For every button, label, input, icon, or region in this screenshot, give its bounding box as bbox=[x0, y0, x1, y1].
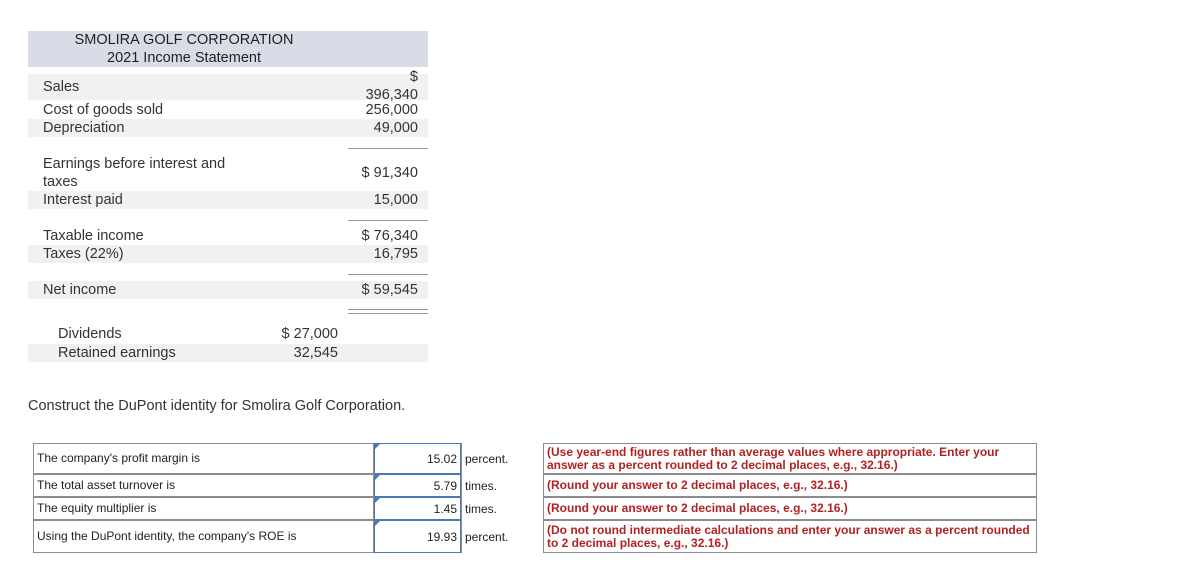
dividends-row bbox=[28, 325, 428, 343]
ebit-label-line2: taxes bbox=[43, 174, 78, 190]
roe-value: 19.93 bbox=[426, 529, 457, 544]
statement-header bbox=[28, 31, 428, 67]
roe-unit: percent. bbox=[461, 520, 512, 553]
flag-icon bbox=[375, 444, 380, 449]
profit-margin-value: 15.02 bbox=[426, 451, 457, 466]
asset-turnover-value: 5.79 bbox=[433, 478, 457, 493]
profit-margin-unit: percent. bbox=[461, 443, 512, 474]
answer-row-asset-turnover bbox=[33, 474, 1037, 497]
taxes-label: Taxes (22%) bbox=[43, 246, 124, 262]
profit-margin-input[interactable] bbox=[374, 443, 461, 474]
roe-input[interactable] bbox=[374, 520, 461, 553]
ebit-row bbox=[28, 155, 428, 191]
retained-earnings-label: Retained earnings bbox=[58, 345, 176, 361]
profit-margin-hint: (Use year-end figures rather than average values where appropriate. Enter your answer as a percent rounded to 2 decimal places, e.g., 32.16.) bbox=[543, 443, 1037, 474]
depreciation-label: Depreciation bbox=[43, 120, 125, 136]
interest-value: 15,000 bbox=[373, 192, 418, 208]
taxes-row bbox=[28, 245, 428, 263]
net-income-label: Net income bbox=[43, 282, 117, 298]
roe-question: Using the DuPont identity, the company's ROE is bbox=[33, 520, 374, 553]
net-income-row bbox=[28, 281, 428, 299]
retained-earnings-row bbox=[28, 344, 428, 362]
sales-row bbox=[28, 69, 428, 103]
dividends-value: $ 27,000 bbox=[281, 326, 338, 342]
equity-multiplier-question: The equity multiplier is bbox=[33, 497, 374, 520]
divider bbox=[348, 274, 428, 275]
cogs-label: Cost of goods sold bbox=[43, 102, 164, 118]
cogs-value: 256,000 bbox=[365, 102, 418, 118]
equity-multiplier-unit: times. bbox=[461, 497, 512, 520]
sales-value: 396,340 bbox=[365, 87, 418, 103]
sales-currency: $ bbox=[409, 69, 418, 85]
divider bbox=[348, 148, 428, 149]
equity-multiplier-input[interactable] bbox=[374, 497, 461, 520]
company-name: SMOLIRA GOLF CORPORATION bbox=[74, 32, 294, 48]
flag-icon bbox=[375, 498, 380, 503]
cogs-row bbox=[28, 101, 428, 119]
net-income-value: $ 59,545 bbox=[361, 282, 418, 298]
sales-label: Sales bbox=[43, 79, 80, 95]
flag-icon bbox=[375, 521, 380, 526]
asset-turnover-input[interactable] bbox=[374, 474, 461, 497]
statement-title: 2021 Income Statement bbox=[107, 50, 261, 66]
double-rule-top bbox=[348, 309, 428, 310]
retained-earnings-value: 32,545 bbox=[293, 345, 338, 361]
double-rule-bottom bbox=[348, 313, 428, 314]
ebit-label-line1: Earnings before interest and bbox=[43, 156, 226, 172]
divider bbox=[348, 220, 428, 221]
taxes-value: 16,795 bbox=[373, 246, 418, 262]
taxable-income-label: Taxable income bbox=[43, 228, 144, 244]
equity-multiplier-hint: (Round your answer to 2 decimal places, e.g., 32.16.) bbox=[543, 497, 1037, 520]
depreciation-value: 49,000 bbox=[373, 120, 418, 136]
answer-row-roe bbox=[33, 520, 1037, 553]
answer-row-profit-margin bbox=[33, 443, 1037, 474]
interest-label: Interest paid bbox=[43, 192, 123, 208]
equity-multiplier-value: 1.45 bbox=[433, 501, 457, 516]
flag-icon bbox=[375, 475, 380, 480]
answer-row-equity-multiplier bbox=[33, 497, 1037, 520]
depreciation-row bbox=[28, 119, 428, 137]
dividends-label: Dividends bbox=[58, 326, 122, 342]
asset-turnover-hint: (Round your answer to 2 decimal places, e.g., 32.16.) bbox=[543, 474, 1037, 497]
taxable-income-row bbox=[28, 227, 428, 245]
roe-hint: (Do not round intermediate calculations and enter your answer as a percent rounded to 2 decimal places, e.g., 32.16.) bbox=[543, 520, 1037, 553]
taxable-income-value: $ 76,340 bbox=[361, 228, 418, 244]
question-prompt: Construct the DuPont identity for Smolira Golf Corporation. bbox=[28, 398, 406, 414]
profit-margin-question: The company's profit margin is bbox=[33, 443, 374, 474]
asset-turnover-unit: times. bbox=[461, 474, 512, 497]
interest-row bbox=[28, 191, 428, 209]
asset-turnover-question: The total asset turnover is bbox=[33, 474, 374, 497]
income-statement bbox=[28, 31, 428, 361]
ebit-value: $ 91,340 bbox=[361, 165, 418, 181]
